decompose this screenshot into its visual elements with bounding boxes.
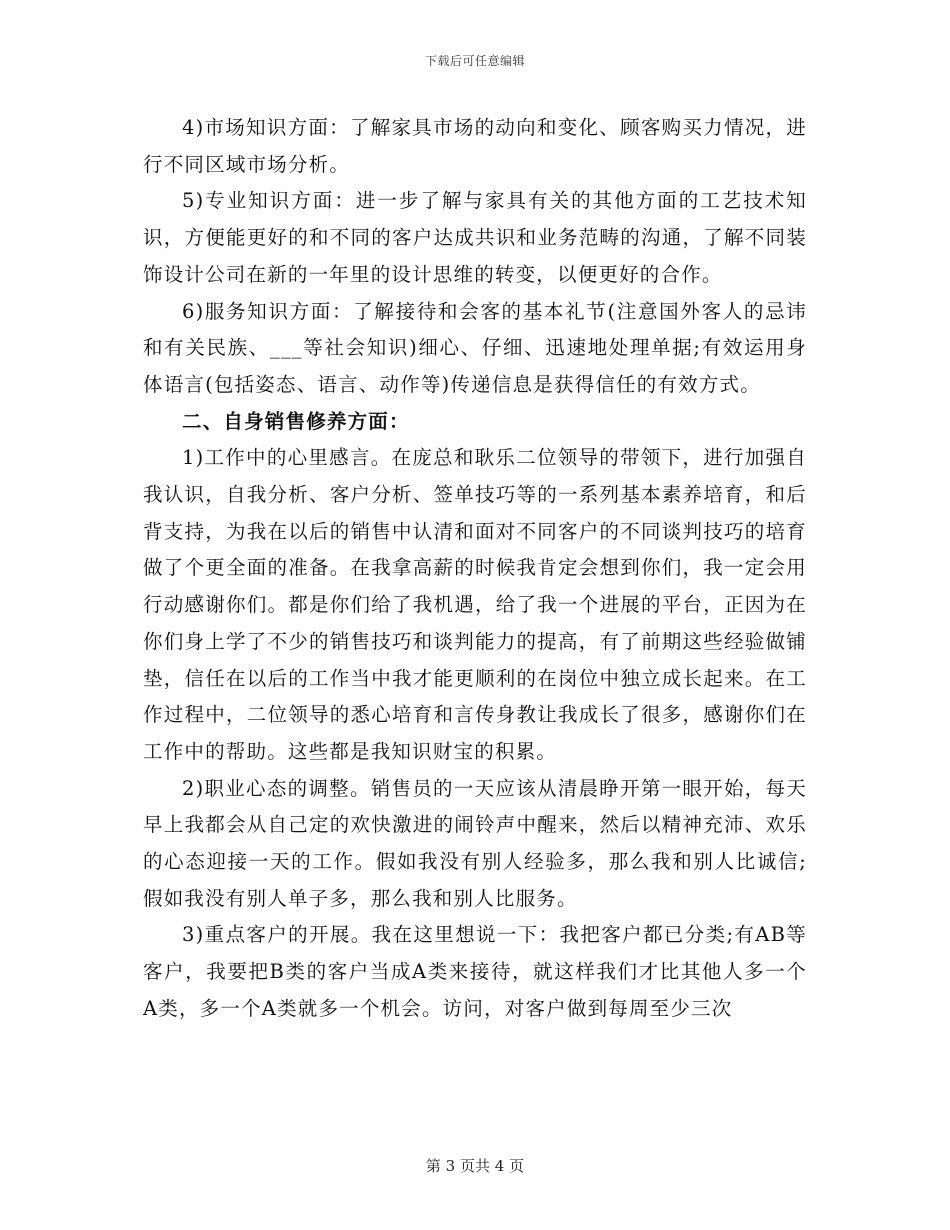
paragraph-professional-knowledge: 5)专业知识方面：进一步了解与家具有关的其他方面的工艺技术知识，方便能更好的和不同的客户达成共识和业务范畴的沟通，了解不同装饰设计公司在新的一年里的设计思维的转变，以便更好的合作。 — [143, 189, 807, 286]
paragraph-professional-mindset: 2)职业心态的调整。销售员的一天应该从清晨睁开第一眼开始，每天早上我都会从自己定的欢快激进的闹铃声中醒来，然后以精神充沛、欢乐的心态迎接一天的工作。假如我没有别人经验多，那么我和别人比诚信;假如我没有别人单子多，那么我和别人比服务。 — [143, 776, 807, 910]
paragraph-work-reflections: 1)工作中的心里感言。在庞总和耿乐二位领导的带领下，进行加强自我认识，自我分析、客户分析、签单技巧等的一系列基本素养培育，和后背支持，为我在以后的销售中认清和面对不同客户的不同谈判技巧的培育做了个更全面的准备。在我拿高薪的时候我肯定会想到你们，我一定会用行动感谢你们。都是你们给了我机遇，给了我一个进展的平台，正因为在你们身上学了不少的销售技巧和谈判能力的提高，有了前期这些经验做铺垫，信任在以后的工作当中我才能更顺利的在岗位中独立成长起来。在工作过程中，二位领导的悉心培育和言传身教让我成长了很多，感谢你们在工作中的帮助。这些都是我知识财宝的积累。 — [143, 446, 807, 763]
section-heading: 二、自身销售修养方面： — [182, 409, 410, 433]
document-body — [143, 110, 807, 1028]
paragraph-service-knowledge: 6)服务知识方面：了解接待和会客的基本礼节(注意国外客人的忌讳和有关民族、___等社会知识)细心、仔细、迅速地处理单据;有效运用身体语言(包括姿态、语言、动作等)传递信息是获得信任的有效方式。 — [143, 299, 807, 396]
paragraph-key-clients: 3)重点客户的开展。我在这里想说一下：我把客户都已分类;有AB等客户，我要把B类的客户当成A类来接待，就这样我们才比其他人多一个A类，多一个A类就多一个机会。访问，对客户做到每周至少三次 — [143, 923, 807, 1020]
paragraph-market-knowledge: 4)市场知识方面：了解家具市场的动向和变化、顾客购买力情况，进行不同区域市场分析。 — [143, 116, 807, 176]
page-footer: 第 3 页共 4 页 — [425, 1157, 525, 1175]
page-header: 下载后可任意编辑 — [424, 54, 525, 68]
